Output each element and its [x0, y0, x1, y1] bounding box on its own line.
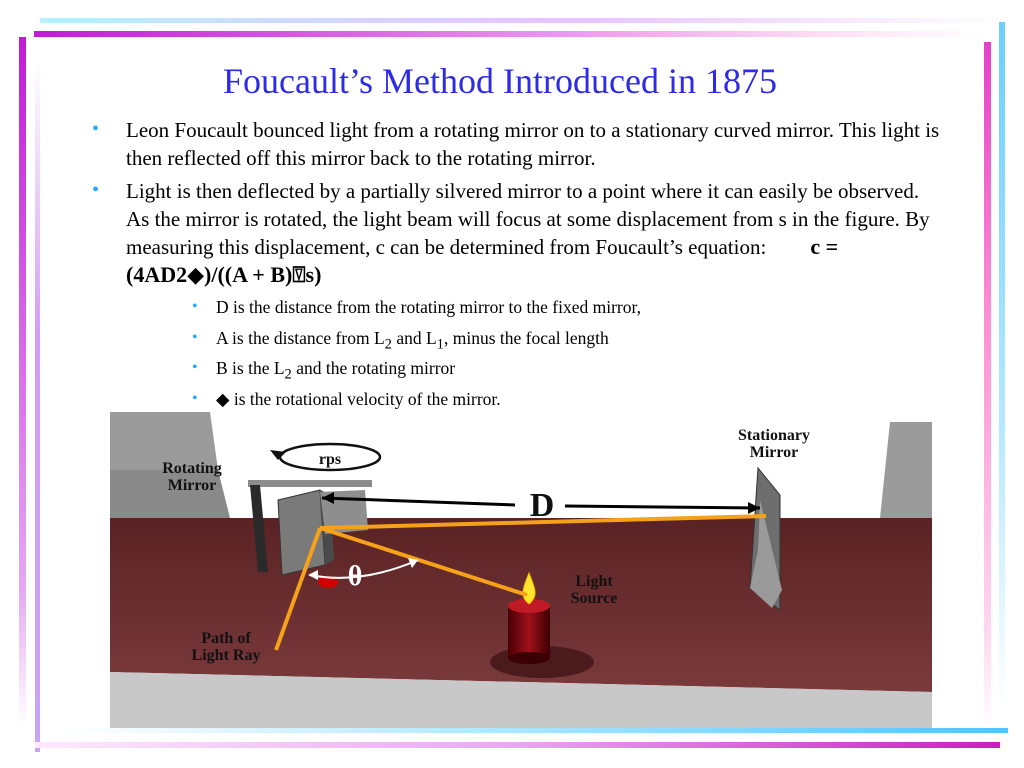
top-accent-line-2: [34, 31, 984, 37]
stationary-mirror-label: Mirror: [749, 444, 799, 461]
left-accent-line: [19, 37, 26, 727]
sub-bullet-dot: •: [192, 298, 198, 315]
path-of-light-ray-label: Light Ray: [191, 647, 261, 664]
sub-bullet-omega-text: is the rotational velocity of the mirror.: [229, 389, 501, 409]
rps-label: rps: [318, 451, 342, 468]
slide-title: Foucault’s Method Introduced in 1875: [223, 61, 777, 101]
subscript: 2: [384, 336, 392, 353]
bullet-1: Leon Foucault bounced light from a rotating mirror on to a stationary curved mirror. This light is then reflected off this mirror back to the rotating mirror.: [126, 118, 940, 170]
d-arrow-right: [565, 506, 760, 508]
sub-bullet-dot: •: [192, 390, 198, 407]
candle-body: [508, 606, 550, 658]
rotating-mirror-label: Mirror: [167, 477, 217, 494]
top-accent-line: [40, 18, 1008, 23]
path-of-light-ray-label: Path of: [201, 630, 251, 647]
subscript: 2: [284, 366, 292, 383]
omega-symbol: ◆: [216, 389, 230, 409]
sub-bullet-dot: •: [192, 359, 198, 376]
rotating-mirror-label: Rotating: [162, 460, 222, 477]
sub-bullet-a-text: and L: [391, 328, 437, 348]
bottom-accent-line-2: [35, 742, 1000, 748]
light-source-label: Source: [570, 590, 618, 607]
foucault-equation: c = (4AD2◆)/((A + B)⍔s): [126, 234, 839, 287]
sub-bullet-d: D is the distance from the rotating mirror to the fixed mirror,: [216, 297, 642, 317]
bottom-accent-line: [60, 728, 1008, 733]
sub-bullet-a: [216, 328, 609, 354]
candle-base: [508, 652, 550, 664]
sub-bullet-b: [216, 358, 455, 384]
sub-bullet-b-text: B is the L: [216, 358, 285, 378]
sub-bullet-dot: •: [192, 329, 198, 346]
sub-bullet-a-text: , minus the focal length: [443, 328, 609, 348]
mirror-frame-top: [248, 480, 372, 487]
sub-bullet-a-text: A is the distance from L: [216, 328, 385, 348]
left-accent-line-2: [35, 60, 40, 752]
sub-bullet-omega: [216, 389, 501, 410]
bullet-dot: •: [92, 179, 100, 201]
stationary-mirror-label: Stationary: [738, 427, 810, 444]
subscript: 1: [436, 336, 444, 353]
d-distance-label: D: [529, 487, 555, 524]
sub-bullet-b-text: and the rotating mirror: [291, 358, 456, 378]
theta-label: θ: [347, 561, 363, 592]
bullet-2-text: Light is then deflected by a partially silvered mirror to a point where it can easily be observed. As the mirror is rotated, the light beam will focus at some displacement from s in the figure. By measuring this displacement, c can be determined from Foucault’s equation:: [126, 179, 930, 259]
foucault-apparatus-figure: [110, 410, 932, 728]
bullet-2: [126, 177, 946, 289]
bullet-dot: •: [92, 118, 100, 140]
light-source-label: Light: [575, 573, 613, 590]
right-accent-line-2: [999, 22, 1005, 712]
right-accent-line: [984, 42, 991, 732]
